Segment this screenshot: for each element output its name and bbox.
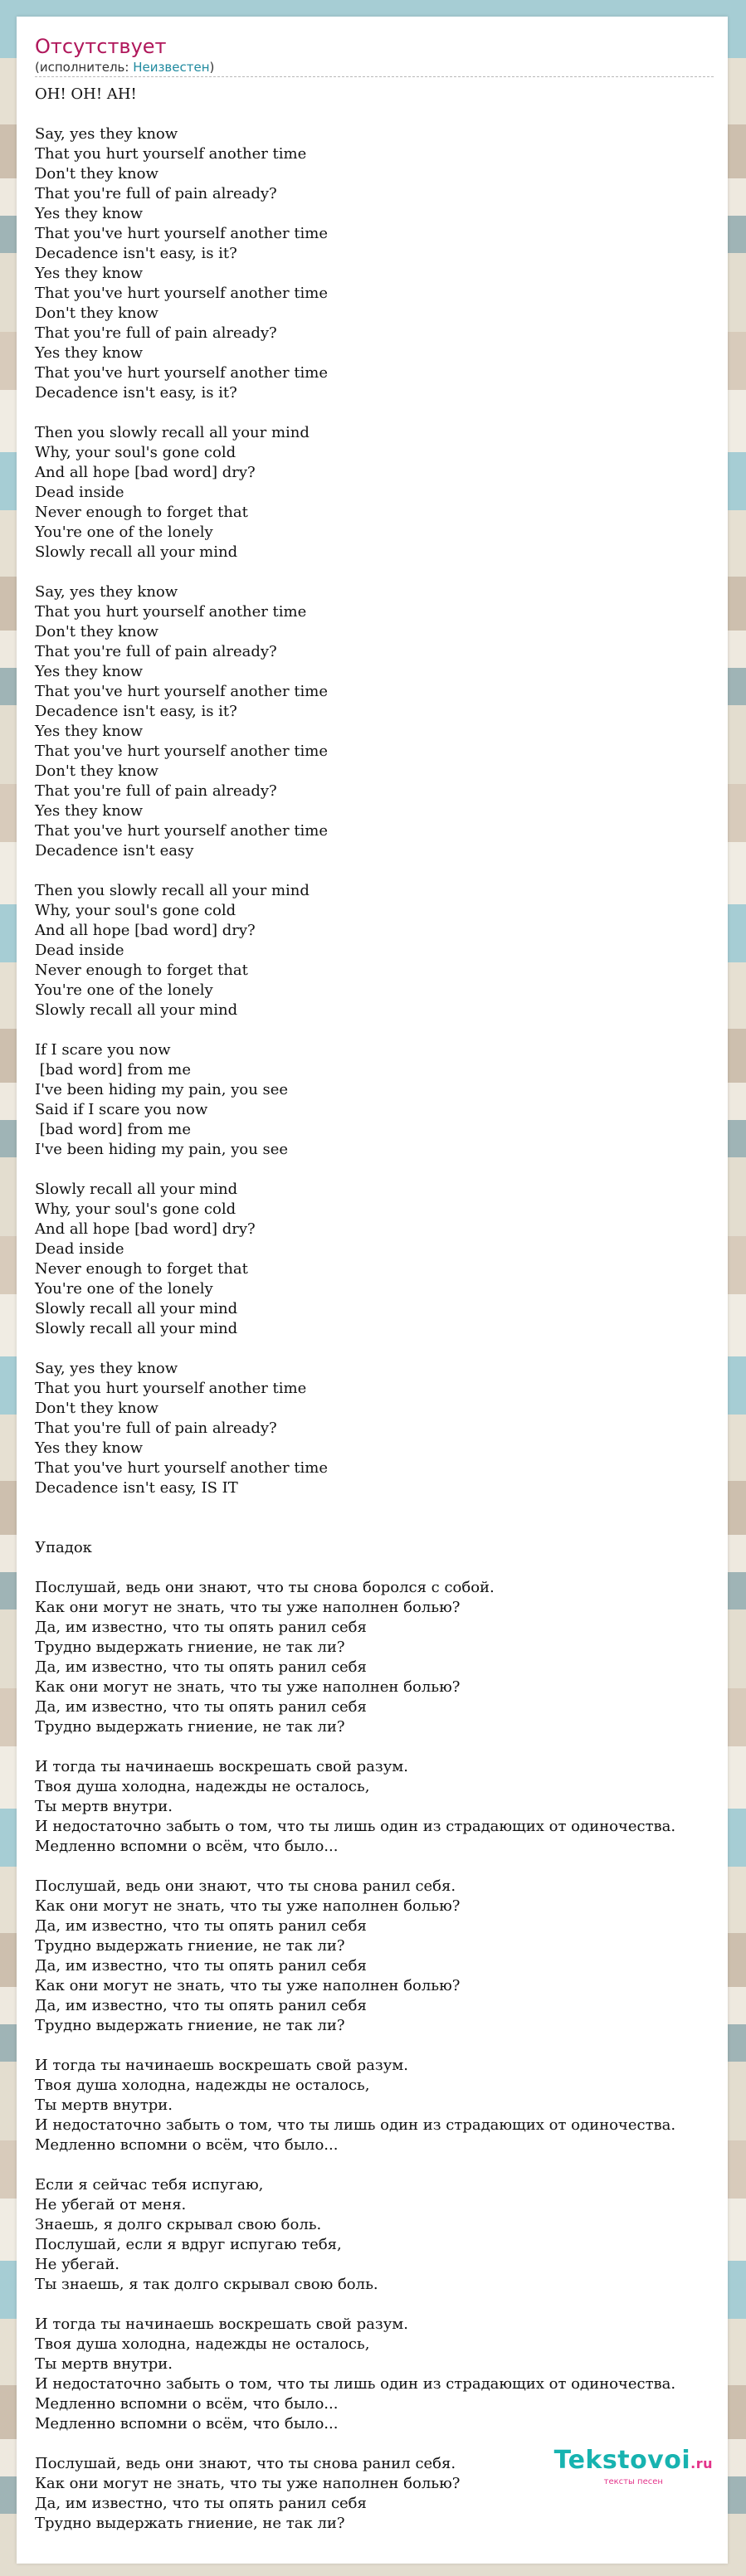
logo-name: Tekstovoi (553, 2446, 691, 2475)
logo-wordmark (554, 2447, 713, 2477)
artist-suffix: ) (209, 60, 215, 75)
artist-line (35, 60, 714, 75)
artist-link[interactable]: Неизвестен (133, 60, 210, 75)
song-title: Отсутствует (35, 35, 167, 58)
lyrics-card (17, 17, 728, 2564)
site-logo[interactable] (554, 2447, 713, 2487)
lyrics-text: OH! OH! AH! Say, yes they know That you hurt yourself another time Don't they know That you're full of pain already? Yes they know That you've hurt yourself another time Decadence isn't easy, is it? Yes they know That you've hurt yourself another time Don't they know That you're full of pain already? Yes they know That you've hurt yourself another time Decadence isn't easy, is it? Then you slowly recall all your mind Why, your soul's gone cold And all hope [bad word] dry? Dead inside Never enough to forget that You're one of the lonely Slowly recall all your mind Say, yes they know That you hurt yourself another time Don't they know That you're full of pain already? Yes they know That you've hurt yourself another time Decadence isn't easy, is it? Yes they know That you've hurt yourself another time Don't they know That you're full of pain already? Yes they know That you've hurt yourself another time Decadence isn't easy Then you slowly recall all your mind Why, your soul's gone cold And all hope [bad word] dry? Dead inside Never enough to forget that You're one of the lonely Slowly recall all your mind If I scare you now [bad word] from me I've been hiding my pain, you see Said if I scare you now [bad word] from me I've been hiding my pain, you see Slowly recall all your mind Why, your soul's gone cold And all hope [bad word] dry? Dead inside Never enough to forget that You're one of the lonely Slowly recall all your mind Slowly recall all your mind Say, yes they know That you hurt yourself another time Don't they know That you're full of pain already? Yes they know That you've hurt yourself another time Decadence isn't easy, IS IT Упадок Послушай, ведь они знают, что ты снова боролся с собой. Как они могут не знать, что ты уже наполнен болью? Да, им известно, что ты опять ранил себя Трудно выдержать гниение, не так ли? Да, им известно, что ты опять ранил себя Как они могут не знать, что ты уже наполнен болью? Да, им известно, что ты опять ранил себя Трудно выдержать гниение, не так ли? И тогда ты начинаешь воскрешать свой разум. Твоя душа холодна, надежды не осталось, Ты мертв внутри. И недостаточно забыть о том, что ты лишь один из страдающих от одиночества. Медленно вспомни о всём, что было... Послушай, ведь они знают, что ты снова ранил себя. Как они могут не знать, что ты уже наполнен болью? Да, им известно, что ты опять ранил себя Трудно выдержать гниение, не так ли? Да, им известно, что ты опять ранил себя Как они могут не знать, что ты уже наполнен болью? Да, им известно, что ты опять ранил себя Трудно выдержать гниение, не так ли? И тогда ты начинаешь воскрешать свой разум. Твоя душа холодна, надежды не осталось, Ты мертв внутри. И недостаточно забыть о том, что ты лишь один из страдающих от одиночества. Медленно вспомни о всём, что было... Если я сейчас тебя испугаю, Не убегай от меня. Знаешь, я долго скрывал свою боль. Послушай, если я вдруг испугаю тебя, Не убегай. Ты знаешь, я так долго скрывал свою боль. И тогда ты начинаешь воскрешать свой разум. Твоя душа холодна, надежды не осталось, Ты мертв внутри. И недостаточно забыть о том, что ты лишь один из страдающих от одиночества. Медленно вспомни о всём, что было... Медленно вспомни о всём, что было... Послушай, ведь они знают, что ты снова ранил себя. Как они могут не знать, что ты уже наполнен болью? Да, им известно, что ты опять ранил себя Трудно выдержать гниение, не так ли? (35, 85, 676, 2532)
logo-tld: .ru (690, 2456, 713, 2471)
song-header (35, 33, 714, 77)
artist-prefix: (исполнитель: (35, 60, 134, 75)
logo-tagline: тексты песен (603, 2477, 663, 2486)
